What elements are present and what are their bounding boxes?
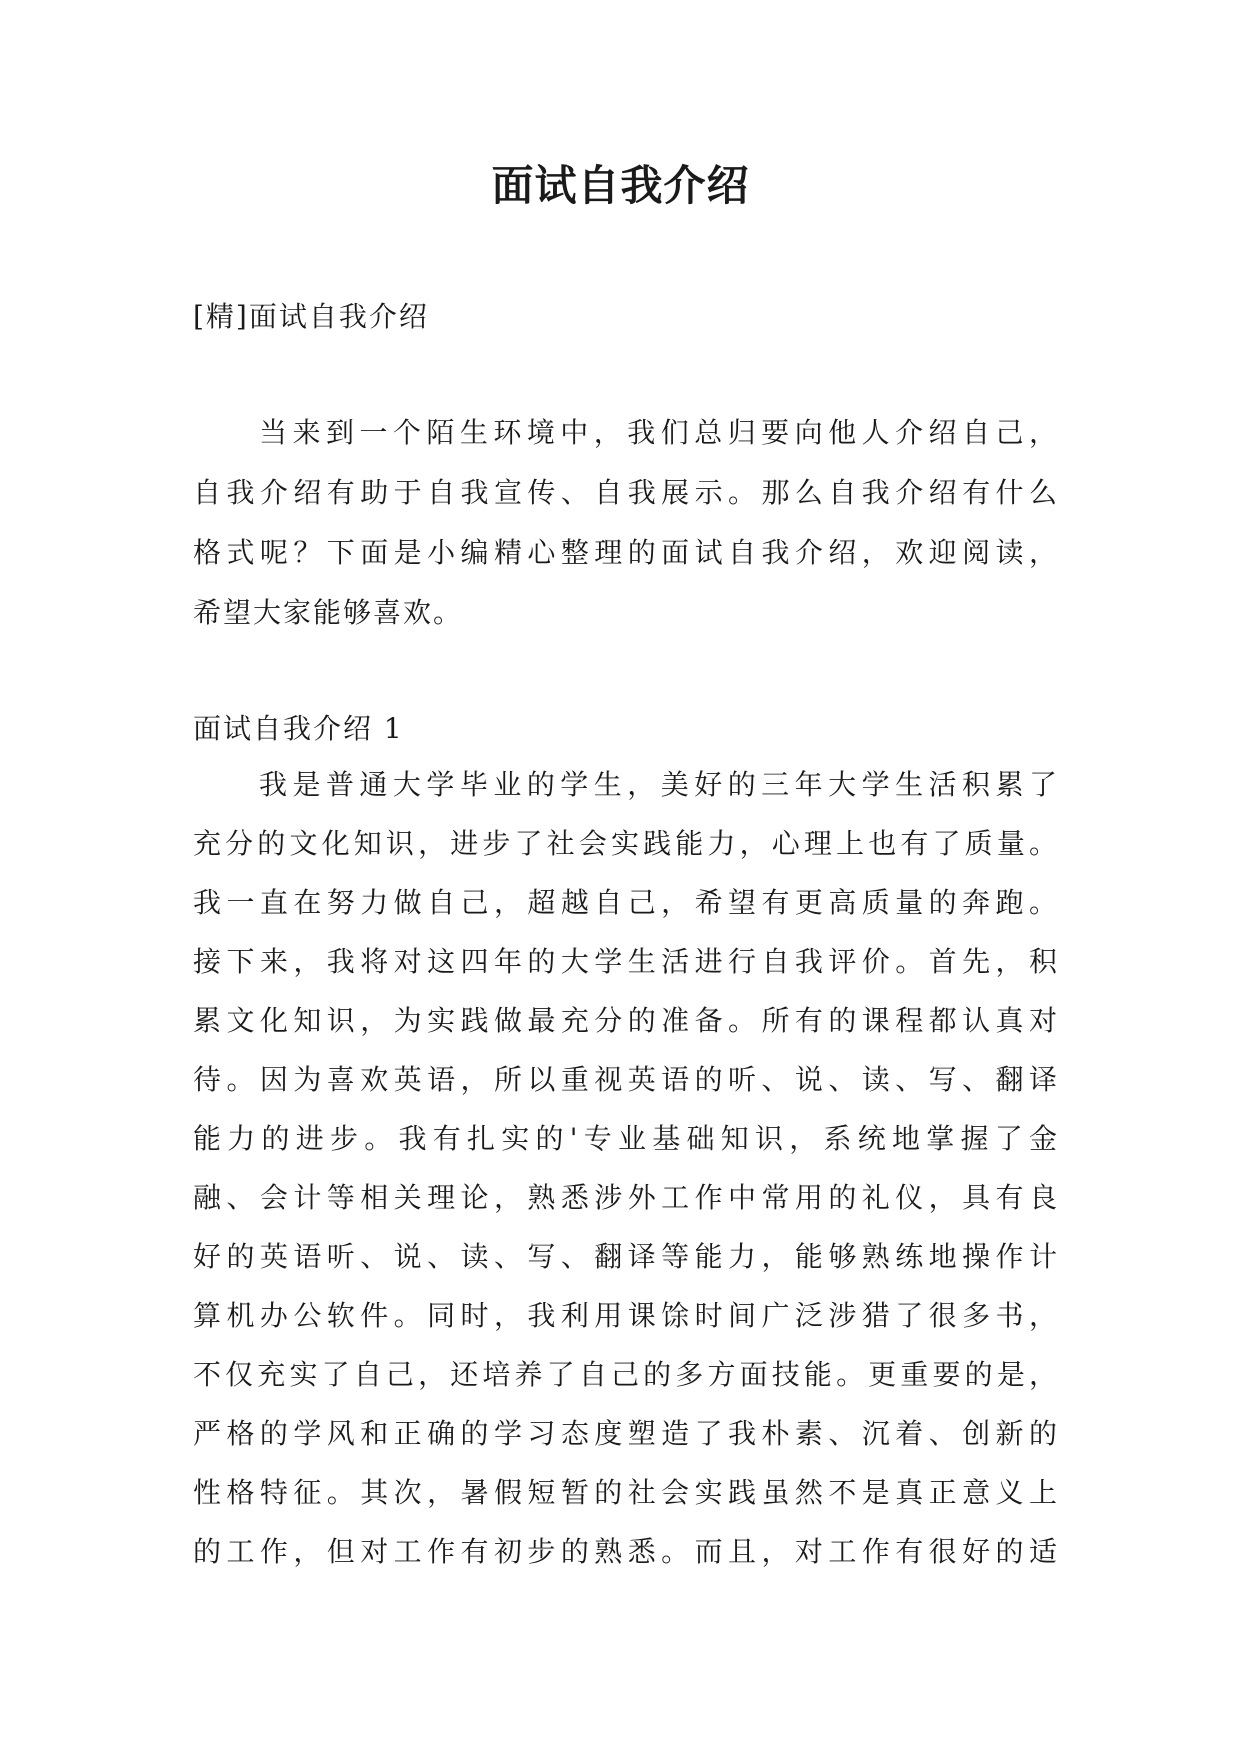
paragraph-line: 当来到一个陌生环境中，我们总归要向他人介绍自己，: [259, 416, 1059, 449]
paragraph-line: 性格特征。其次，暑假短暂的社会实践虽然不是真正意义上: [193, 1476, 1059, 1509]
paragraph-line: 好的英语听、说、读、写、翻译等能力，能够熟练地操作计: [193, 1240, 1059, 1273]
paragraph-line: 融、会计等相关理论，熟悉涉外工作中常用的礼仪，具有良: [193, 1181, 1059, 1214]
paragraph-line: 不仅充实了自己，还培养了自己的多方面技能。更重要的是，: [193, 1358, 1059, 1391]
paragraph-line: 的工作，但对工作有初步的熟悉。而且，对工作有很好的适: [193, 1535, 1059, 1568]
paragraph-line: 充分的文化知识，进步了社会实践能力，心理上也有了质量。: [193, 827, 1059, 860]
paragraph-line: 自我介绍有助于自我宣传、自我展示。那么自我介绍有什么: [193, 476, 1059, 509]
paragraph-line: 我是普通大学毕业的学生，美好的三年大学生活积累了: [259, 768, 1059, 801]
paragraph-line: 累文化知识，为实践做最充分的准备。所有的课程都认真对: [193, 1004, 1059, 1037]
document-title: 面试自我介绍: [491, 161, 750, 210]
paragraph-line: 接下来，我将对这四年的大学生活进行自我评价。首先，积: [193, 945, 1059, 978]
paragraph-line: 严格的学风和正确的学习态度塑造了我朴素、沉着、创新的: [193, 1417, 1059, 1450]
paragraph-line: 待。因为喜欢英语，所以重视英语的听、说、读、写、翻译: [193, 1063, 1059, 1096]
intro-paragraph: [193, 403, 1059, 643]
paragraph-line: 希望大家能够喜欢。: [193, 596, 464, 629]
document-subtitle: [精]面试自我介绍: [193, 300, 429, 333]
section-heading: 面试自我介绍 1: [193, 712, 404, 745]
paragraph-line: 格式呢？下面是小编精心整理的面试自我介绍，欢迎阅读，: [193, 536, 1059, 569]
paragraph-line: 能力的进步。我有扎实的'专业基础知识，系统地掌握了金: [193, 1122, 1059, 1155]
paragraph-line: 算机办公软件。同时，我利用课馀时间广泛涉猎了很多书，: [193, 1299, 1059, 1332]
paragraph-line: 我一直在努力做自己，超越自己，希望有更高质量的奔跑。: [193, 886, 1059, 919]
section-paragraph: [193, 755, 1059, 1581]
